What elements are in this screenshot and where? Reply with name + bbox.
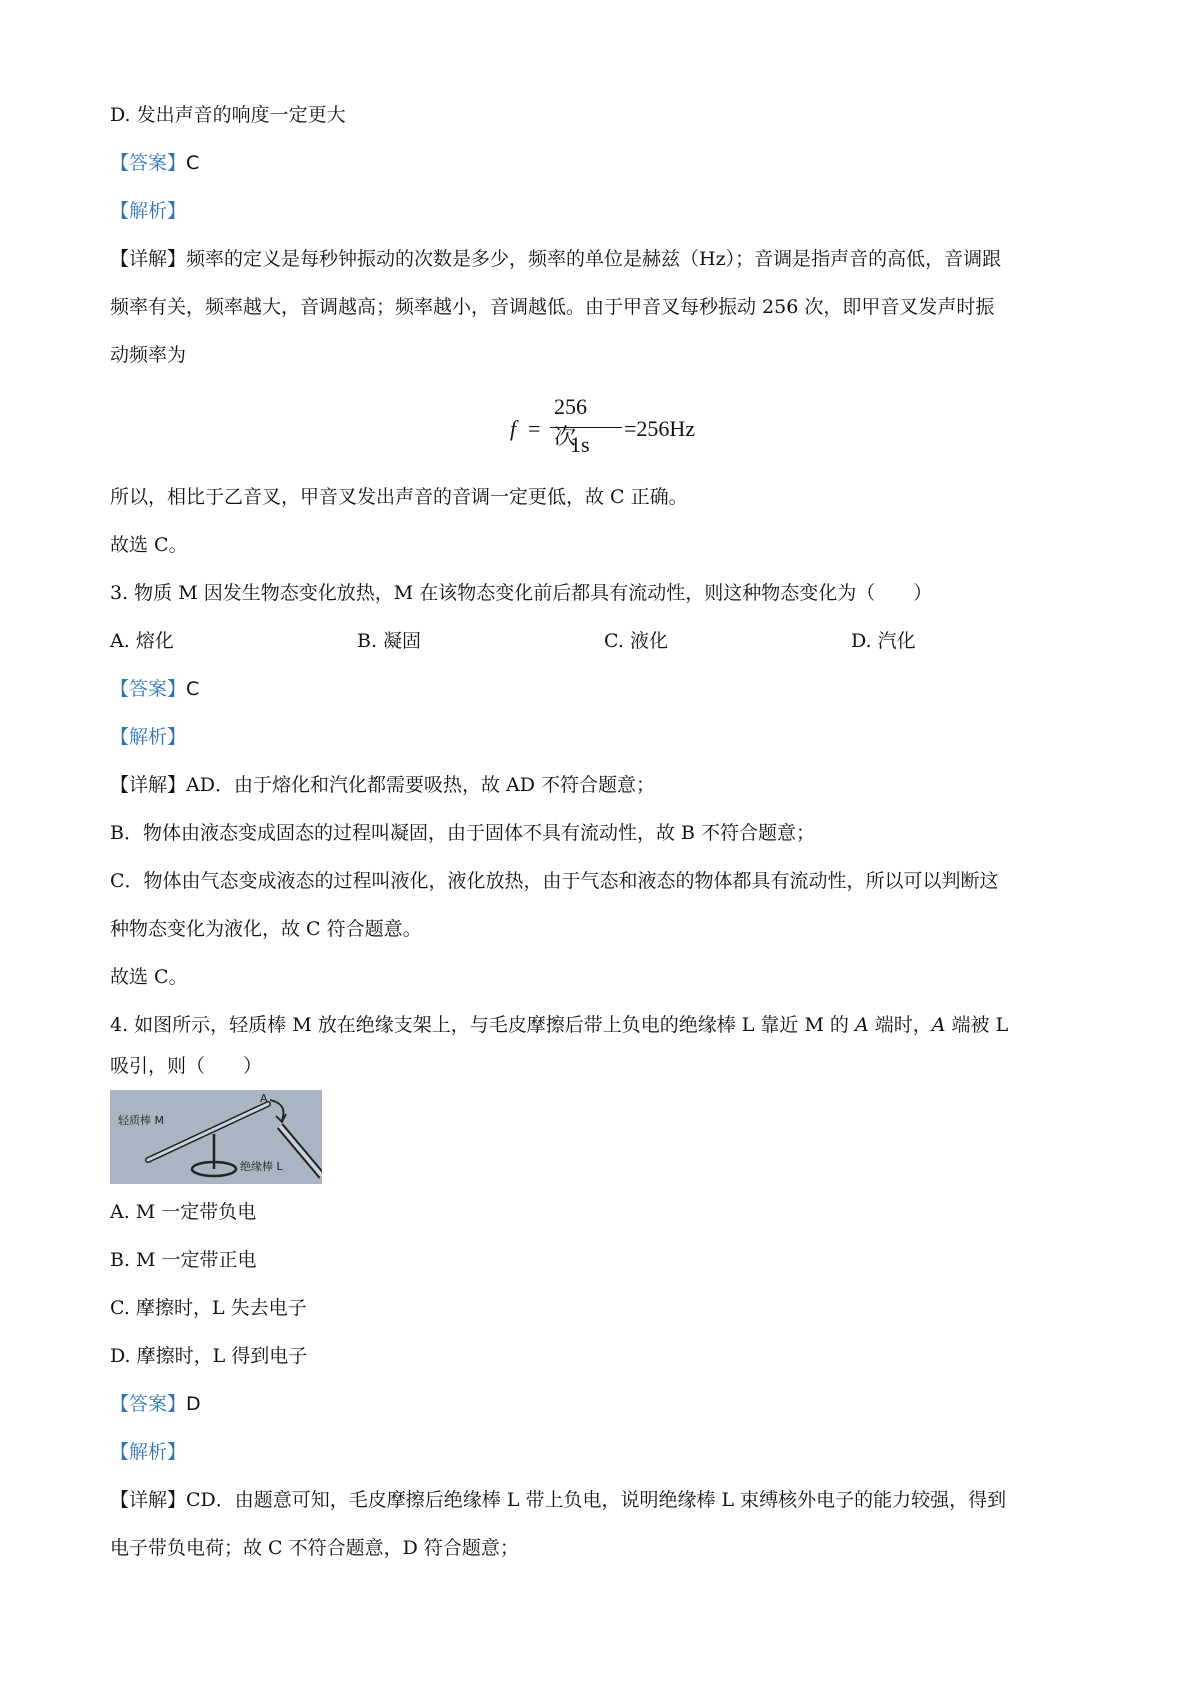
q4-option-b: B. M 一定带正电 [110,1249,257,1271]
detail-tag: 【详解】 [110,774,187,796]
point-a-label: A [854,1014,869,1036]
analysis-tag: 【解析】 [110,1441,187,1463]
answer-value: C [186,152,200,174]
question-text: 4. 如图所示，轻质棒 M 放在绝缘支架上，与毛皮摩擦后带上负电的绝缘棒 L 靠近 M 的 [110,1014,855,1036]
label-rod-m: 轻质棒 M [118,1114,164,1127]
detail-text: 动频率为 [110,344,187,366]
q3-option-c: C. 液化 [604,630,668,652]
answer-tag: 【答案】 [110,678,187,700]
q4-option-a: A. M 一定带负电 [110,1201,257,1223]
formula-result: =256Hz [624,416,696,441]
question-text: 端时， [868,1014,932,1036]
question-text: 端被 L [945,1014,1009,1036]
label-rod-l: 绝缘棒 L [240,1160,283,1173]
question-text: 吸引，则（ ） [110,1055,263,1077]
detail-text: 种物态变化为液化，故 C 符合题意。 [110,918,422,940]
analysis-tag: 【解析】 [110,200,187,222]
q3-option-b: B. 凝固 [357,630,422,652]
detail-text: AD．由于熔化和汽化都需要吸热，故 AD 不符合题意； [186,774,656,796]
rod-diagram [110,1090,322,1184]
question-4 [110,1012,1008,1038]
label-a: A [260,1092,268,1105]
formula-denominator: 1s [570,432,590,457]
answer-line [110,150,199,176]
formula-variable: f [510,416,517,441]
detail-text: CD．由题意可知，毛皮摩擦后绝缘棒 L 带上负电，说明绝缘棒 L 束缚核外电子的能力较强，得到 [186,1489,1007,1511]
formula-equals: = [528,416,541,441]
q3-option-d: D. 汽化 [851,630,916,652]
answer-tag: 【答案】 [110,1393,187,1415]
detail-text: 所以，相比于乙音叉，甲音叉发出声音的音调一定更低，故 C 正确。 [110,486,688,508]
detail-text: C．物体由气态变成液态的过程叫液化，液化放热，由于气态和液态的物体都具有流动性，所以可以判断这 [110,870,999,892]
answer-value: C [186,678,200,700]
q4-option-c: C. 摩擦时，L 失去电子 [110,1297,307,1319]
answer-value: D [186,1393,201,1415]
detail-paragraph [110,246,1001,272]
detail-tag: 【详解】 [110,248,187,270]
point-a-label: A [931,1014,946,1036]
answer-tag: 【答案】 [110,152,187,174]
choice-line: 故选 C。 [110,966,188,988]
detail-text: B．物体由液态变成固态的过程叫凝固，由于固体不具有流动性，故 B 不符合题意； [110,822,816,844]
detail-text: 频率有关，频率越大，音调越高；频率越小，音调越低。由于甲音叉每秒振动 256 次，即甲音叉发声时振 [110,296,995,318]
detail-text: 电子带负电荷；故 C 不符合题意，D 符合题意； [110,1537,519,1559]
detail-paragraph [110,772,655,798]
detail-paragraph [110,1487,1006,1513]
answer-line [110,1391,201,1417]
choice-line: 故选 C。 [110,534,188,556]
q3-option-a: A. 熔化 [110,630,174,652]
question-3: 3. 物质 M 因发生物态变化放热，M 在该物态变化前后都具有流动性，则这种物态变化为（ ） [110,582,933,604]
rod-diagram-figure [110,1090,322,1184]
q4-option-d: D. 摩擦时，L 得到电子 [110,1345,308,1367]
fraction-bar [550,427,622,428]
detail-tag: 【详解】 [110,1489,187,1511]
formula-numerator: 256次 [554,394,587,449]
answer-line [110,676,199,702]
option-d-text: D. 发出声音的响度一定更大 [110,104,346,126]
detail-text: 频率的定义是每秒钟振动的次数是多少，频率的单位是赫兹（Hz）；音调是指声音的高低，音调跟 [186,248,1002,270]
analysis-tag: 【解析】 [110,726,187,748]
